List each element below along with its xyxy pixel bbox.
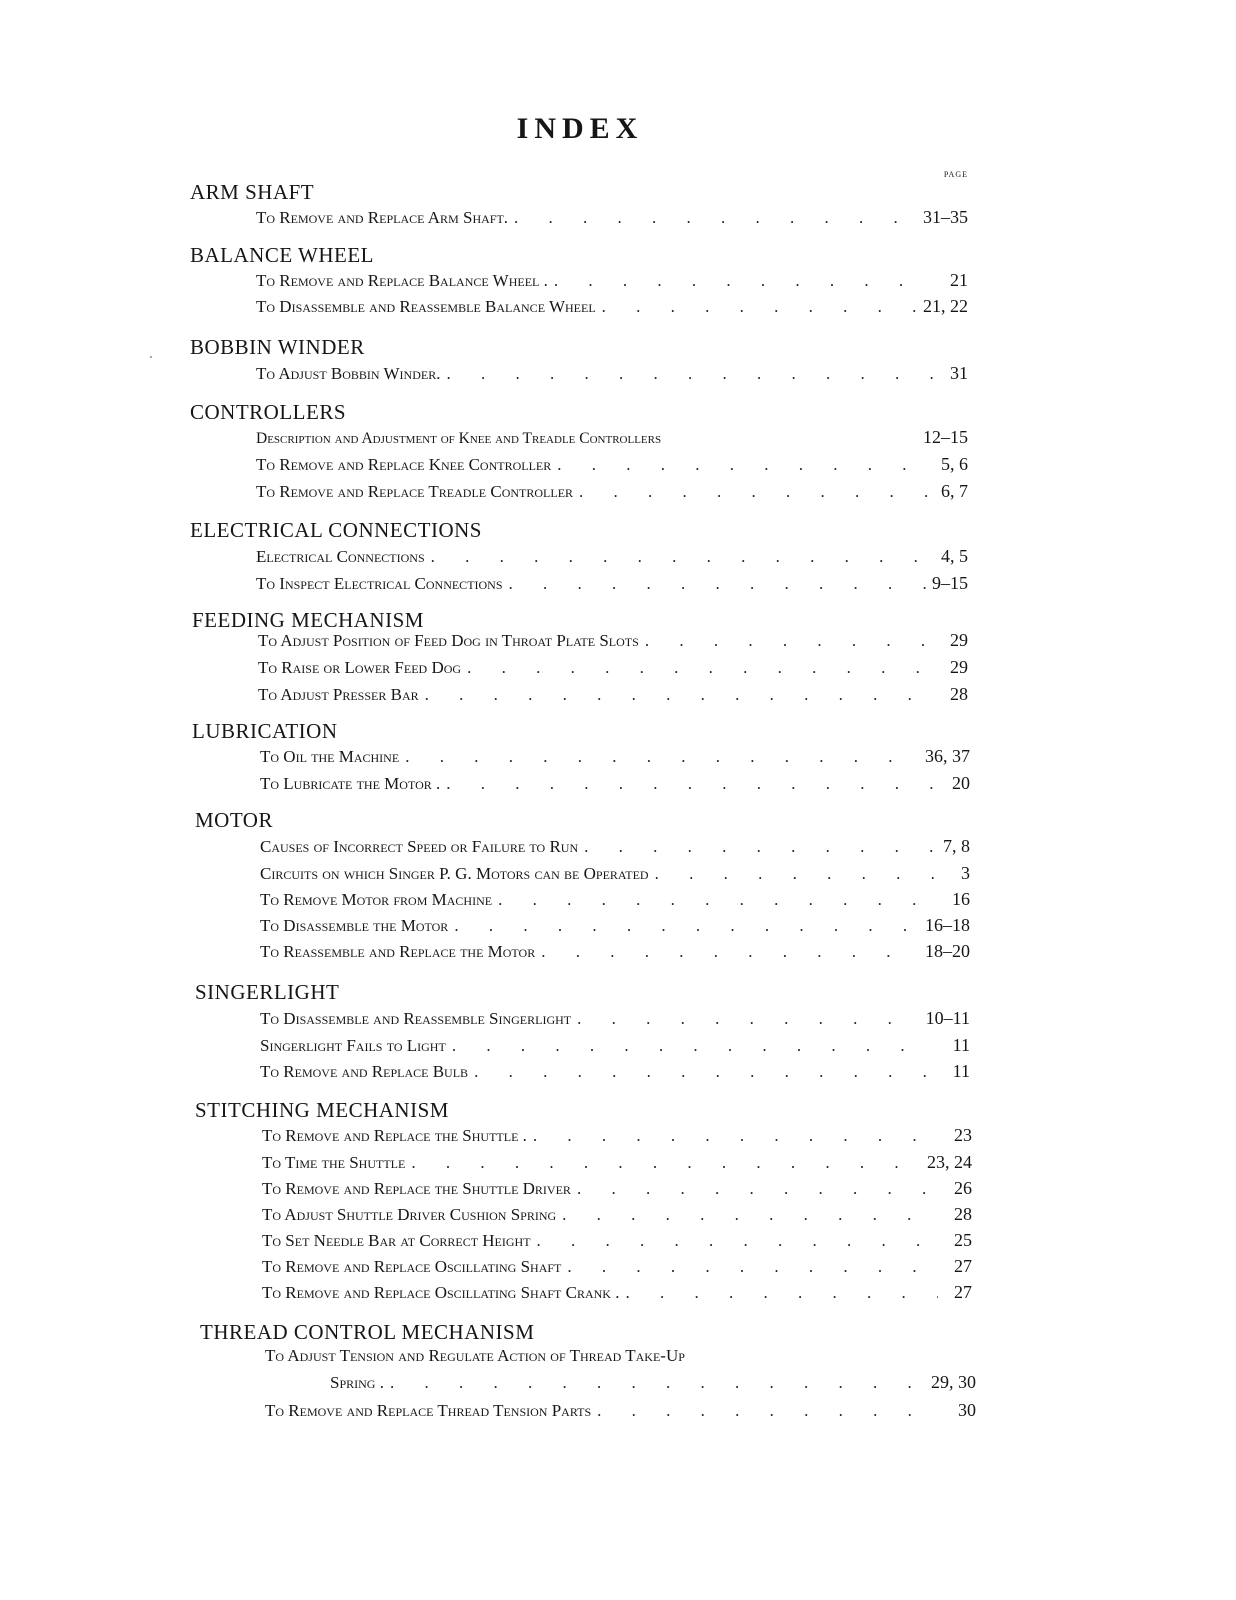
entry-label: To Remove and Replace Oscillating Shaft Crank . xyxy=(262,1283,620,1302)
entry-label: Circuits on which Singer P. G. Motors can be Operated xyxy=(260,864,649,883)
entry-label: To Adjust Bobbin Winder. xyxy=(256,364,441,383)
dot-leader xyxy=(655,864,936,884)
entry-label: To Disassemble the Motor xyxy=(260,916,449,935)
dot-leader xyxy=(425,685,934,705)
entry-label: To Reassemble and Replace the Motor xyxy=(260,942,536,961)
entry-pages: 23, 24 xyxy=(927,1152,972,1172)
section-heading-stitching-mechanism: STITCHING MECHANISM xyxy=(195,1098,449,1122)
index-entry xyxy=(258,630,968,651)
dot-leader xyxy=(541,942,919,962)
entry-pages: 29, 30 xyxy=(931,1372,976,1392)
section-heading-bobbin-winder: BOBBIN WINDER xyxy=(190,335,365,359)
index-entry xyxy=(258,684,968,705)
entry-pages: 6, 7 xyxy=(941,481,968,501)
entry-label: To Lubricate the Motor . xyxy=(260,774,441,793)
entry-label: Electrical Connections xyxy=(256,547,425,566)
entry-label: To Inspect Electrical Connections xyxy=(256,574,503,593)
entry-label: To Oil the Machine xyxy=(260,747,400,766)
entry-pages: 4, 5 xyxy=(941,546,968,566)
index-entry xyxy=(256,546,968,567)
entry-label: Description and Adjustment of Knee and Treadle Controllers xyxy=(256,430,662,447)
index-entry xyxy=(256,427,968,448)
index-entry xyxy=(262,1230,972,1251)
entry-pages: 29 xyxy=(950,630,968,650)
entry-label: Spring . xyxy=(330,1373,384,1392)
entry-label: To Remove and Replace Bulb xyxy=(260,1062,469,1081)
entry-pages: 36, 37 xyxy=(925,746,970,766)
entry-label: To Remove and Replace the Shuttle Driver xyxy=(262,1179,571,1198)
scan-speck xyxy=(150,356,152,358)
entry-label: To Adjust Position of Feed Dog in Throat Plate Slots xyxy=(258,631,639,650)
entry-pages: 12–15 xyxy=(923,427,968,447)
dot-leader xyxy=(577,1009,920,1029)
dot-leader xyxy=(562,1205,938,1225)
entry-pages: 11 xyxy=(952,1035,970,1055)
dot-leader xyxy=(625,1283,938,1303)
dot-leader xyxy=(446,774,936,794)
dot-leader xyxy=(514,208,917,228)
dot-leader xyxy=(467,658,934,678)
entry-pages: 28 xyxy=(954,1204,972,1224)
entry-pages: 31–35 xyxy=(923,207,968,227)
index-entry xyxy=(256,481,968,502)
section-heading-singerlight: SINGERLIGHT xyxy=(195,980,340,1004)
index-entry xyxy=(256,363,968,384)
entry-label: To Disassemble and Reassemble Balance Wheel xyxy=(256,297,596,316)
index-entry xyxy=(256,296,968,317)
dot-leader xyxy=(602,297,917,317)
dot-leader xyxy=(597,1401,942,1421)
index-entry xyxy=(262,1256,972,1277)
entry-pages: 11 xyxy=(952,1061,970,1081)
entry-label: To Remove and Replace Oscillating Shaft xyxy=(262,1257,562,1276)
section-heading-motor: MOTOR xyxy=(195,808,273,832)
section-heading-thread-control-mechanism: THREAD CONTROL MECHANISM xyxy=(200,1320,535,1344)
entry-pages: 23 xyxy=(954,1125,972,1145)
entry-pages: 29 xyxy=(950,657,968,677)
index-entry xyxy=(260,1035,970,1056)
dot-leader xyxy=(645,631,934,651)
index-entry xyxy=(260,836,970,857)
entry-pages: 21, 22 xyxy=(923,296,968,316)
index-entry xyxy=(256,454,968,475)
entry-pages: 27 xyxy=(954,1282,972,1302)
entry-label: To Adjust Shuttle Driver Cushion Spring xyxy=(262,1205,557,1224)
entry-label: To Set Needle Bar at Correct Height xyxy=(262,1231,531,1250)
index-entry xyxy=(260,915,970,936)
page-title: INDEX xyxy=(516,112,644,145)
index-entry xyxy=(262,1178,972,1199)
section-heading-controllers: CONTROLLERS xyxy=(190,400,347,424)
index-entry xyxy=(262,1125,972,1146)
entry-label: To Raise or Lower Feed Dog xyxy=(258,658,462,677)
section-heading-arm-shaft: ARM SHAFT xyxy=(190,180,315,204)
section-heading-feeding-mechanism: FEEDING MECHANISM xyxy=(192,608,424,632)
entry-label: To Adjust Tension and Regulate Action of Thread Take-Up xyxy=(265,1346,685,1365)
entry-pages: 26 xyxy=(954,1178,972,1198)
dot-leader xyxy=(390,1373,925,1393)
dot-leader xyxy=(577,1179,938,1199)
entry-label: To Remove and Replace Arm Shaft. xyxy=(256,208,509,227)
index-entry xyxy=(260,746,970,767)
entry-label: Causes of Incorrect Speed or Failure to Run xyxy=(260,837,579,856)
entry-label: To Remove and Replace Treadle Controller xyxy=(256,482,574,501)
index-entry xyxy=(265,1400,976,1421)
page-column-label: page xyxy=(943,166,968,180)
dot-leader xyxy=(579,482,934,502)
index-entry xyxy=(256,270,968,291)
dot-leader xyxy=(557,455,934,475)
dot-leader xyxy=(446,364,934,384)
dot-leader xyxy=(431,547,934,567)
entry-pages: 9–15 xyxy=(932,573,968,593)
entry-label: To Remove Motor from Machine xyxy=(260,890,493,909)
dot-leader xyxy=(554,271,934,291)
index-entry xyxy=(262,1282,972,1303)
dot-leader xyxy=(509,574,926,594)
entry-pages: 16–18 xyxy=(925,915,970,935)
entry-label: To Remove and Replace Knee Controller xyxy=(256,455,552,474)
index-entry xyxy=(262,1204,972,1225)
entry-pages: 25 xyxy=(954,1230,972,1250)
index-entry xyxy=(258,657,968,678)
entry-pages: 16 xyxy=(952,889,970,909)
dot-leader xyxy=(537,1231,938,1251)
entry-label: To Remove and Replace Thread Tension Parts xyxy=(265,1401,592,1420)
dot-leader xyxy=(498,890,936,910)
dot-leader xyxy=(405,747,919,767)
index-entry xyxy=(260,863,970,884)
entry-pages: 31 xyxy=(950,363,968,383)
entry-label: To Remove and Replace the Shuttle . xyxy=(262,1126,527,1145)
entry-pages: 10–11 xyxy=(925,1008,970,1028)
dot-leader xyxy=(411,1153,921,1173)
index-entry xyxy=(260,1061,970,1082)
dot-leader xyxy=(454,916,919,936)
index-entry xyxy=(260,941,970,962)
entry-label: To Adjust Presser Bar xyxy=(258,685,419,704)
entry-pages: 5, 6 xyxy=(941,454,968,474)
entry-label: To Disassemble and Reassemble Singerlight xyxy=(260,1009,572,1028)
entry-pages: 20 xyxy=(952,773,970,793)
index-entry xyxy=(265,1346,975,1366)
entry-pages: 28 xyxy=(950,684,968,704)
index-entry xyxy=(260,1008,970,1029)
index-entry xyxy=(256,207,968,228)
section-heading-electrical-connections: ELECTRICAL CONNECTIONS xyxy=(190,518,482,542)
entry-pages: 7, 8 xyxy=(943,836,970,856)
entry-pages: 27 xyxy=(954,1256,972,1276)
entry-pages: 3 xyxy=(961,863,970,883)
entry-pages: 21 xyxy=(950,270,968,290)
index-entry xyxy=(260,889,970,910)
entry-label: To Remove and Replace Balance Wheel . xyxy=(256,271,548,290)
section-heading-balance-wheel: BALANCE WHEEL xyxy=(190,243,375,267)
dot-leader xyxy=(533,1126,938,1146)
entry-pages: 30 xyxy=(958,1400,976,1420)
index-entry xyxy=(256,573,968,594)
entry-label: To Time the Shuttle xyxy=(262,1153,406,1172)
dot-leader xyxy=(474,1062,936,1082)
section-heading-lubrication: LUBRICATION xyxy=(192,719,338,743)
index-entry-continuation xyxy=(330,1372,976,1393)
entry-pages: 18–20 xyxy=(925,941,970,961)
index-entry xyxy=(262,1152,972,1173)
dot-leader xyxy=(567,1257,938,1277)
dot-leader xyxy=(584,837,936,857)
index-entry xyxy=(260,773,970,794)
entry-label: Singerlight Fails to Light xyxy=(260,1036,446,1055)
dot-leader xyxy=(452,1036,936,1056)
